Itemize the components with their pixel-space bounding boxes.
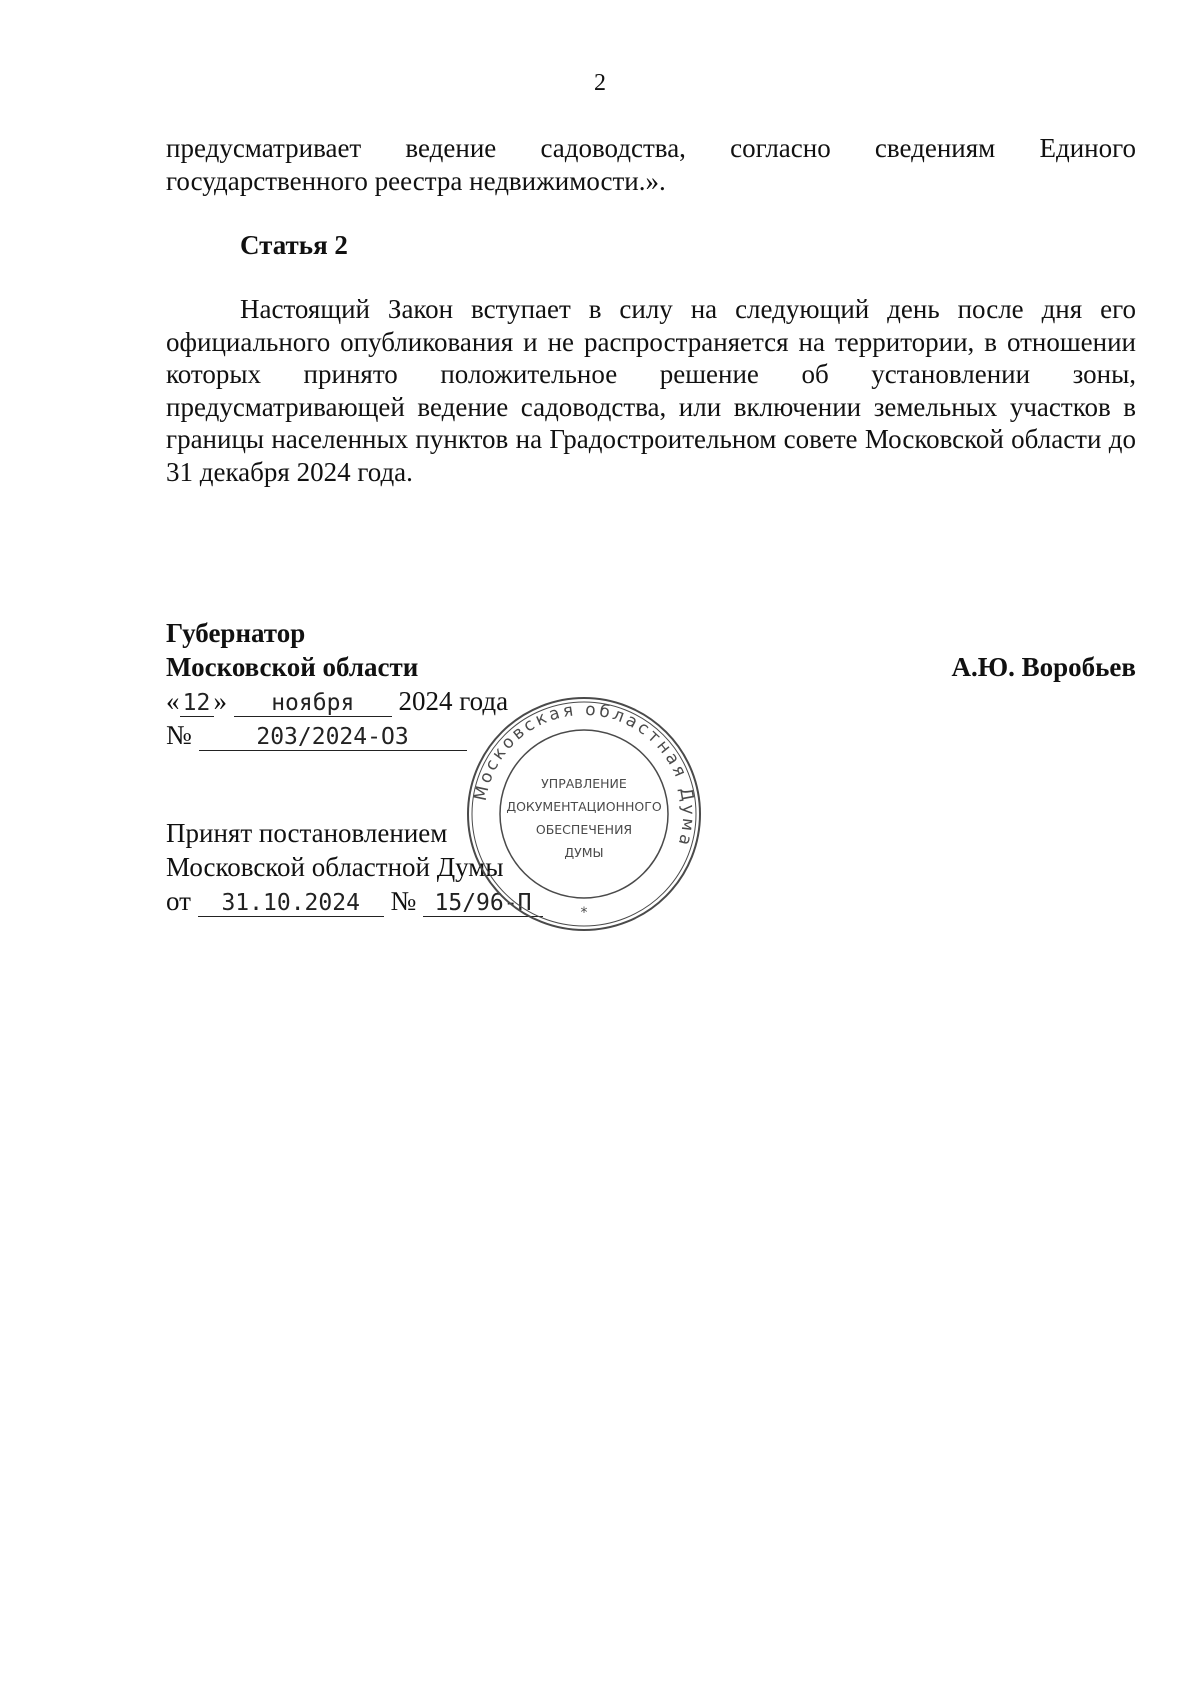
adoption-line-1: Принят постановлением <box>166 818 448 848</box>
stamp-center-line-3: ОБЕСПЕЧЕНИЯ <box>535 822 633 837</box>
signing-month: ноября <box>234 690 392 717</box>
from-label: от <box>166 886 191 916</box>
number-label: № <box>166 720 192 750</box>
page-number: 2 <box>594 70 606 96</box>
stamp-center-line-2: ДОКУМЕНТАЦИОННОГО <box>506 799 662 814</box>
law-number-row <box>166 720 467 751</box>
stamp-inner-ring <box>500 730 668 898</box>
signing-day: 12 <box>180 690 214 717</box>
official-seal-stamp <box>465 695 703 933</box>
article-title: Статья 2 <box>240 230 348 260</box>
adoption-date: 31.10.2024 <box>198 890 384 917</box>
stamp-center-line-1: УПРАВЛЕНИЕ <box>541 776 627 791</box>
stamp-outer-ring <box>468 698 700 930</box>
adoption-number: 15/96-П <box>423 890 543 917</box>
stamp-star-icon: * <box>580 905 588 921</box>
stamp-ring-text: Московская областная Дума <box>470 699 699 851</box>
law-number: 203/2024-ОЗ <box>199 724 467 751</box>
signatory-title-line-1: Губернатор <box>166 618 306 648</box>
signing-date-row <box>166 686 508 717</box>
close-quote: » <box>213 686 227 716</box>
signatory-name: А.Ю. Воробьев <box>951 652 1136 682</box>
signing-year: 2024 года <box>398 686 509 716</box>
stamp-center-line-4: ДУМЫ <box>564 845 604 860</box>
article-paragraph: Настоящий Закон вступает в силу на следующий день после дня его официального опубликования и не распространяется на территории, в отношении которых принято положительное решение об установлении зоны, предусматривающей ведение садоводства, или включении земельных участков в границы населенных пунктов на Градостроительном совете Московской области до 31 декабря 2024 года. <box>166 294 1136 487</box>
adoption-line-2: Московской областной Думы <box>166 852 504 882</box>
open-quote: « <box>166 686 180 716</box>
paragraph-continuation: предусматривает ведение садоводства, согласно сведениям Единого государственного реестра недвижимости.». <box>166 133 1136 196</box>
adoption-number-label: № <box>390 886 417 916</box>
signatory-title-line-2: Московской области <box>166 652 419 682</box>
